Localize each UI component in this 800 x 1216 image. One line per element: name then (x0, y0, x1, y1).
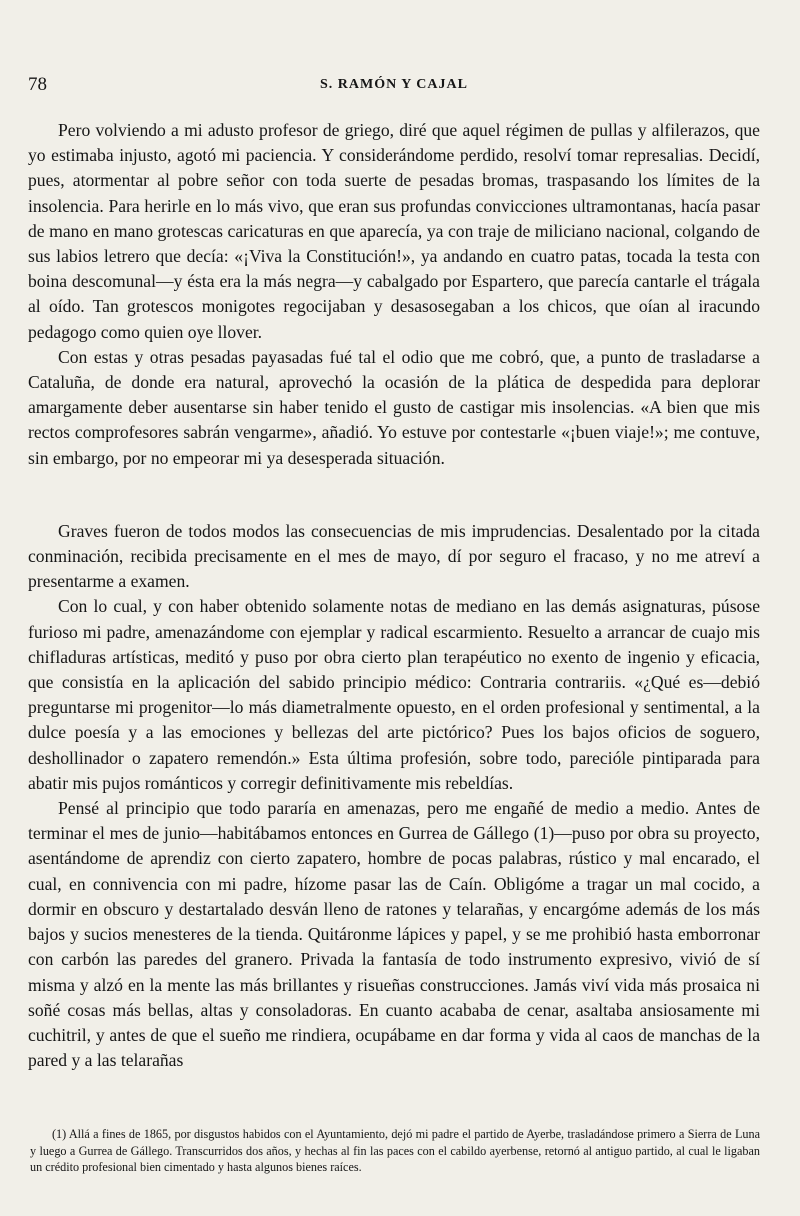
section-1 (28, 118, 760, 471)
paragraph: Pensé al principio que todo pararía en amenazas, pero me engañé de medio a medio. Antes de terminar el mes de junio—habitábamos entonces en Gurrea de Gállego (1)—puso por obra su proyecto, asentándome de aprendiz con cierto zapatero, hombre de pocas palabras, rústico y mal encarado, el cual, en connivencia con mi padre, hízome pasar las de Caín. Obligóme a tragar un mal cocido, a dormir en obscuro y destartalado desván lleno de ratones y telarañas, y encargóme además de los más bajos y sucios menesteres de la tienda. Quitáronme lápices y papel, y se me prohibió hasta emborronar con carbón las paredes del granero. Privada la fantasía de todo instrumento expresivo, vivió de sí misma y alzó en la mente las más brillantes y risueñas construcciones. Jamás viví vida más prosaica ni soñé cosas más bellas, altas y consoladoras. En cuanto acababa de cenar, asaltaba ansiosamente mi cuchitril, y antes de que el sueño me rindiera, ocupábame en dar forma y vida al caos de manchas de la pared y a las telarañas (28, 798, 760, 1071)
page-header (28, 70, 760, 100)
page-number: 78 (28, 74, 47, 95)
paragraph: Graves fueron de todos modos las consecuencias de mis imprudencias. Desalentado por la citada conminación, recibida precisamente en el mes de mayo, dí por seguro el fracaso, y no me atreví a presentarme a examen. (28, 520, 760, 592)
body-text (28, 118, 760, 1073)
running-head: S. RAMÓN Y CAJAL (320, 77, 468, 92)
section-2 (28, 519, 760, 1073)
footnote: (1) Allá a fines de 1865, por disgustos habidos con el Ayuntamiento, dejó mi padre el partido de Ayerbe, trasladándose primero a Sierra de Luna y luego a Gurrea de Gállego. Transcurridos dos años, y hechas al fin las paces con el cabildo ayerbense, retornó al antiguo partido, al cual le ligaban un crédito profesional bien cimentado y hasta algunos bienes raíces. (30, 1127, 760, 1174)
paragraph: Con estas y otras pesadas payasadas fué tal el odio que me cobró, que, a punto de trasladarse a Cataluña, de donde era natural, aprovechó la ocasión de la plática de despedida para deplorar amargamente deber ausentarse sin haber tenido el gusto de castigar mis insolencias. «A bien que mis rectos comprofesores sabrán vengarme», añadió. Yo estuve por contestarle «¡buen viaje!»; me contuve, sin embargo, por no empeorar mi ya desesperada situación. (28, 346, 760, 468)
paragraph: Pero volviendo a mi adusto profesor de griego, diré que aquel régimen de pullas y alfilerazos, que yo estimaba injusto, agotó mi paciencia. Y considerándome perdido, resolví tomar represalias. Decidí, pues, atormentar al pobre señor con toda suerte de pesadas bromas, traspasando los límites de la insolencia. Para herirle en lo más vivo, que eran sus profundas convicciones ultramontanas, hacía pasar de mano en mano grotescas caricaturas en que aparecía, ya con traje de miliciano nacional, colgando de sus labios letrero que decía: «¡Viva la Constitución!», ya andando en cuatro patas, tocada la testa con boina descomunal—y ésta era la más negra—y cabalgado por Espartero, que parecía cantarle el trágala al oído. Tan grotescos monigotes regocijaban y desasosegaban a los chicos, que oían al iracundo pedagogo como quien oye llover. (28, 120, 760, 342)
section-break (28, 471, 760, 519)
paragraph: Con lo cual, y con haber obtenido solamente notas de mediano en las demás asignaturas, púsose furioso mi padre, amenazándome con ejemplar y radical escarmiento. Resuelto a arrancar de cuajo mis chifladuras artísticas, meditó y puso por obra cierto plan terapéutico no exento de ingenio y eficacia, que consistía en la aplicación del sabido principio médico: Contraria contrariis. «¿Qué es—debió preguntarse mi progenitor—lo más diametralmente opuesto, en el orden profesional y sentimental, a la dulce poesía y a las emociones y bellezas del arte pictórico? Pues los bajos oficios de soguero, deshollinador o zapatero remendón.» Esta última profesión, sobre todo, parecióle pintiparada para abatir mis pujos románticos y corregir definitivamente mis rebeldías. (28, 596, 760, 793)
